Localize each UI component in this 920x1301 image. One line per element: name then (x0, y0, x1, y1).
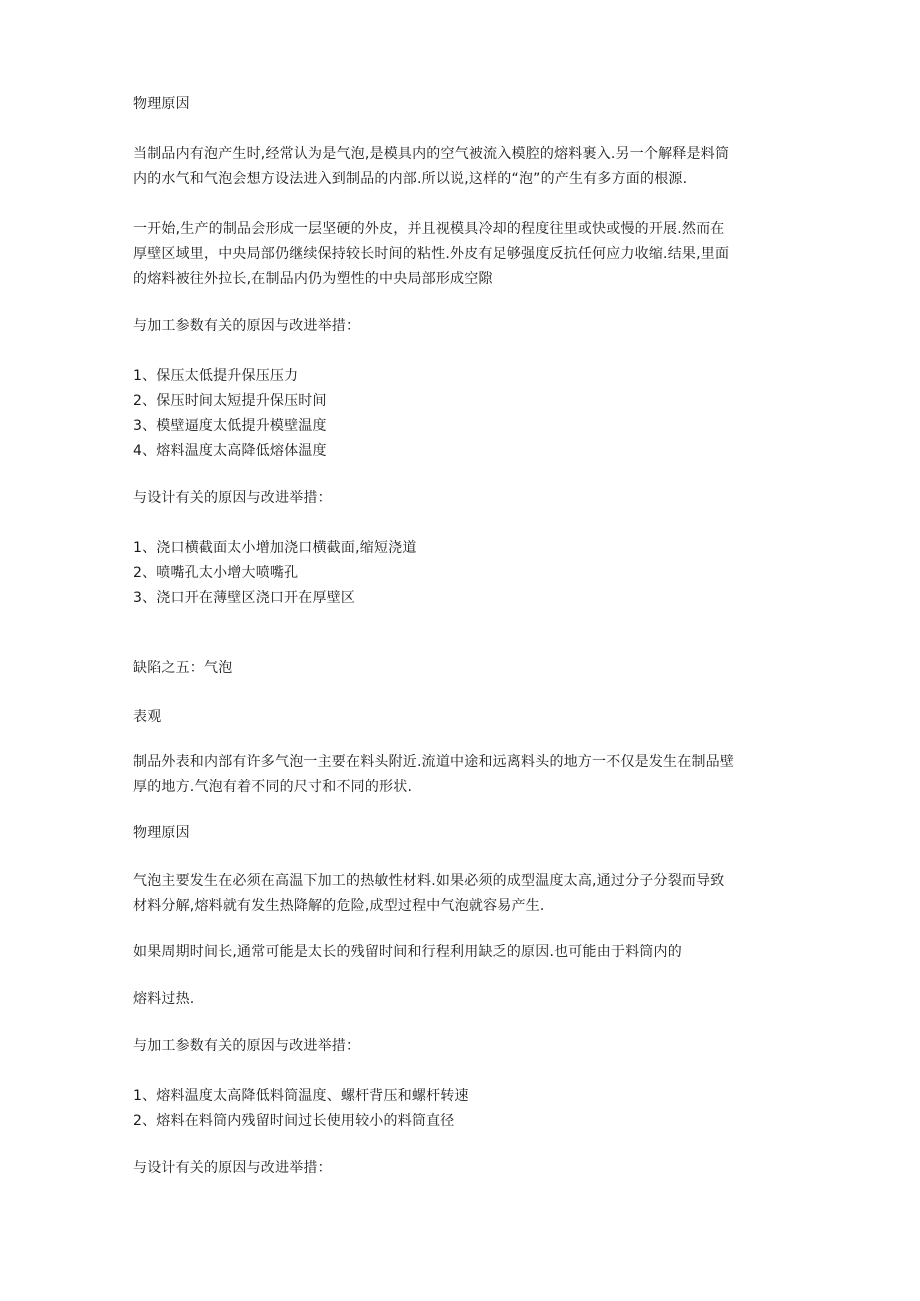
list-item: 2、喷嘴孔太小增大喷嘴孔 (133, 565, 299, 581)
list-item: 1、熔料温度太高降低料筒温度、螺杆背压和螺杆转速 (133, 1088, 469, 1104)
paragraph-line: 熔料过热. (133, 991, 195, 1007)
list-item: 1、保压太低提升保压压力 (133, 368, 299, 384)
paragraph-line: 当制品内有泡产生时,经常认为是气泡,是模具内的空气被流入模腔的熔料裹入.另一个解释是料筒 (133, 146, 730, 162)
paragraph-line: 的熔料被往外拉长,在制品内仍为塑性的中央局部形成空隙 (133, 271, 493, 287)
paragraph-line: 材料分解,熔料就有发生热降解的危险,成型过程中气泡就容易产生. (133, 898, 545, 914)
list-item: 2、保压时间太短提升保压时间 (133, 393, 327, 409)
list-item: 1、浇口横截面太小增加浇口横截面,缩短浇道 (133, 540, 417, 556)
section-heading: 与设计有关的原因与改进举措： (133, 1160, 332, 1176)
list-item: 2、熔料在料筒内残留时间过长使用较小的料筒直径 (133, 1113, 455, 1129)
paragraph-line: 厚壁区域里，中央局部仍继续保持较长时间的粘性.外皮有足够强度反抗任何应力收缩.结果,里面 (133, 246, 730, 262)
section-heading: 与加工参数有关的原因与改进举措： (133, 1038, 361, 1054)
list-item: 4、熔料温度太高降低熔体温度 (133, 443, 327, 459)
section-heading: 与设计有关的原因与改进举措： (133, 490, 332, 506)
section-heading: 与加工参数有关的原因与改进举措： (133, 318, 361, 334)
paragraph-line: 如果周期时间长,通常可能是太长的残留时间和行程利用缺乏的原因.也可能由于料筒内的 (133, 944, 682, 960)
section-heading: 缺陷之五：气泡 (133, 660, 233, 676)
section-heading: 物理原因 (133, 825, 190, 841)
subheading: 表观 (133, 709, 162, 725)
paragraph-line: 内的水气和气泡会想方设法进入到制品的内部.所以说,这样的“泡”的产生有多方面的根源. (133, 171, 688, 187)
paragraph-line: 厚的地方.气泡有着不同的尺寸和不同的形状. (133, 779, 413, 795)
paragraph-line: 气泡主要发生在必须在高温下加工的热敏性材料.如果必须的成型温度太高,通过分子分裂而导致 (133, 873, 725, 889)
section-heading: 物理原因 (133, 96, 190, 112)
paragraph-line: 一开始,生产的制品会形成一层坚硬的外皮，并且视模具冷却的程度往里或快或慢的开展.然而在 (133, 221, 725, 237)
list-item: 3、模壁逼度太低提升模壁温度 (133, 418, 327, 434)
list-item: 3、浇口开在薄壁区浇口开在厚壁区 (133, 590, 356, 606)
paragraph-line: 制品外表和内部有许多气泡一主要在料头附近.流道中途和远离料头的地方一不仅是发生在制品壁 (133, 754, 735, 770)
